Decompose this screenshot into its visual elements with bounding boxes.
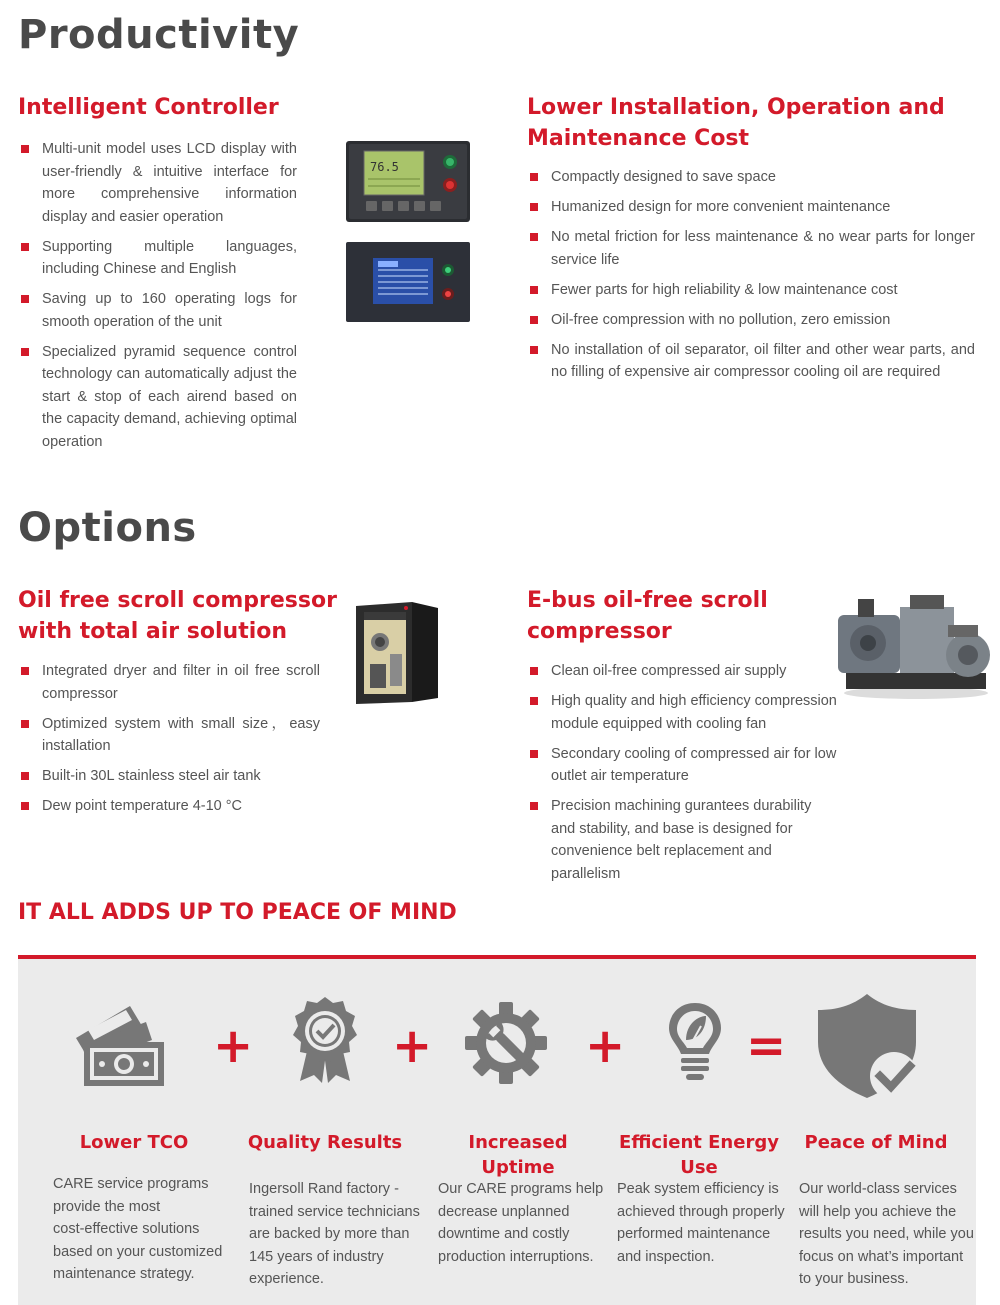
list-item: No metal friction for less maintenance & no wear parts for longer service life bbox=[527, 226, 975, 271]
efficient-energy-title-line1: Efficient Energy bbox=[619, 1132, 779, 1153]
list-item: Secondary cooling of compressed air for low outlet air temperature bbox=[527, 743, 837, 788]
text-line: results you need, while you bbox=[799, 1226, 974, 1242]
text-line: and inspection. bbox=[617, 1248, 715, 1265]
text-line: 145 years of industry bbox=[249, 1248, 384, 1265]
list-item: Compactly designed to save space bbox=[527, 166, 975, 189]
peace-of-mind-text bbox=[799, 1178, 975, 1291]
list-item: Integrated dryer and filter in oil free scroll compressor bbox=[18, 660, 320, 705]
list-item: Dew point temperature 4-10 °C bbox=[18, 795, 320, 818]
plus-operator: + bbox=[392, 1018, 433, 1074]
gear-wrench-icon bbox=[465, 1002, 547, 1084]
ebus-title bbox=[527, 585, 768, 647]
ebus-title-line1: E-bus oil-free scroll bbox=[527, 588, 768, 613]
list-item: Fewer parts for high reliability & low maintenance cost bbox=[527, 279, 975, 302]
peace-heading: IT ALL ADDS UP TO PEACE OF MIND bbox=[18, 900, 457, 925]
text-line: decrease unplanned bbox=[438, 1203, 570, 1220]
peace-of-mind-title: Peace of Mind bbox=[804, 1132, 948, 1153]
increased-uptime-title: Increased Uptime bbox=[468, 1132, 568, 1178]
lower-cost-title-line1: Lower Installation, Operation and bbox=[527, 95, 945, 120]
text-line: provide the most bbox=[53, 1198, 161, 1215]
lightbulb-leaf-icon bbox=[666, 1000, 724, 1084]
lcd-controller-image bbox=[346, 141, 470, 222]
list-item: Clean oil-free compressed air supply bbox=[527, 660, 837, 683]
quality-badge-icon bbox=[290, 995, 360, 1085]
oil-free-title-line1: Oil free scroll compressor bbox=[18, 588, 337, 613]
efficient-energy-text bbox=[617, 1178, 792, 1268]
text-line: based on your customized bbox=[53, 1243, 223, 1260]
text-line: achieved through properly bbox=[617, 1203, 785, 1220]
lower-tco-text bbox=[53, 1173, 238, 1286]
increased-uptime-text bbox=[438, 1178, 610, 1268]
lower-cost-title bbox=[527, 92, 945, 154]
productivity-title: Productivity bbox=[18, 12, 300, 58]
text-line: performed maintenance bbox=[617, 1226, 771, 1242]
list-item: Built-in 30L stainless steel air tank bbox=[18, 765, 320, 788]
text-line: maintenance strategy. bbox=[53, 1266, 195, 1282]
lcd-reading: 76.5 bbox=[370, 160, 399, 174]
lower-tco-title: Lower TCO bbox=[79, 1132, 189, 1153]
text-line: production interruptions. bbox=[438, 1248, 594, 1265]
intelligent-controller-title: Intelligent Controller bbox=[18, 95, 279, 120]
list-item: High quality and high efficiency compression module equipped with cooling fan bbox=[527, 690, 837, 735]
touch-controller-image bbox=[346, 242, 470, 322]
text-line: trained service technicians bbox=[249, 1203, 420, 1220]
text-line: Ingersoll Rand factory - bbox=[249, 1181, 399, 1197]
efficient-energy-title-line2: Use bbox=[680, 1157, 718, 1178]
quality-results-title: Quality Results bbox=[247, 1132, 403, 1153]
text-line: cost-effective solutions bbox=[53, 1221, 200, 1237]
text-line: are backed by more than bbox=[249, 1226, 410, 1242]
text-line: downtime and costly bbox=[438, 1226, 570, 1242]
plus-operator: + bbox=[213, 1018, 254, 1074]
lower-cost-list bbox=[527, 166, 975, 391]
text-line: will help you achieve the bbox=[799, 1203, 957, 1220]
oil-free-title bbox=[18, 585, 337, 647]
oil-free-title-line2: with total air solution bbox=[18, 619, 288, 644]
text-line: Our world-class services bbox=[799, 1181, 957, 1197]
text-line: Peak system efficiency is bbox=[617, 1181, 779, 1197]
list-item: Specialized pyramid sequence control technology can automatically adjust the start & stop of each airend based on the capacity demand, achieving optimal operation bbox=[18, 341, 297, 454]
ebus-list bbox=[527, 660, 837, 893]
list-item: Optimized system with small size，easy installation bbox=[18, 713, 320, 758]
shield-check-icon bbox=[814, 992, 920, 1100]
text-line: Our CARE programs help bbox=[438, 1181, 604, 1197]
plus-operator: + bbox=[585, 1018, 626, 1074]
list-item: Precision machining gurantees durability and stability, and base is designed for convenience belt replacement and parallelism bbox=[527, 795, 837, 885]
list-item: Supporting multiple languages, including Chinese and English bbox=[18, 236, 297, 281]
list-item: No installation of oil separator, oil filter and other wear parts, and no filling of expensive air compressor cooling oil are required bbox=[527, 339, 975, 384]
list-item: Saving up to 160 operating logs for smooth operation of the unit bbox=[18, 288, 297, 333]
list-item: Oil-free compression with no pollution, zero emission bbox=[527, 309, 975, 332]
efficient-energy-title bbox=[612, 1130, 786, 1180]
options-title: Options bbox=[18, 505, 197, 551]
text-line: to your business. bbox=[799, 1271, 909, 1287]
list-item: Humanized design for more convenient maintenance bbox=[527, 196, 975, 219]
equals-operator: = bbox=[746, 1018, 787, 1074]
text-line: focus on what’s important bbox=[799, 1248, 964, 1265]
intelligent-controller-list bbox=[18, 138, 297, 461]
text-line: experience. bbox=[249, 1271, 324, 1287]
lower-cost-title-line2: Maintenance Cost bbox=[527, 126, 750, 151]
ebus-title-line2: compressor bbox=[527, 619, 672, 644]
quality-results-text bbox=[249, 1178, 427, 1291]
list-item: Multi-unit model uses LCD display with user-friendly & intuitive interface for more comprehensive information display and easier operation bbox=[18, 138, 297, 228]
ebus-compressor-image bbox=[828, 585, 994, 703]
scroll-compressor-image bbox=[352, 598, 442, 706]
oil-free-list bbox=[18, 660, 320, 825]
text-line: CARE service programs bbox=[53, 1176, 209, 1192]
money-icon bbox=[70, 1000, 170, 1090]
